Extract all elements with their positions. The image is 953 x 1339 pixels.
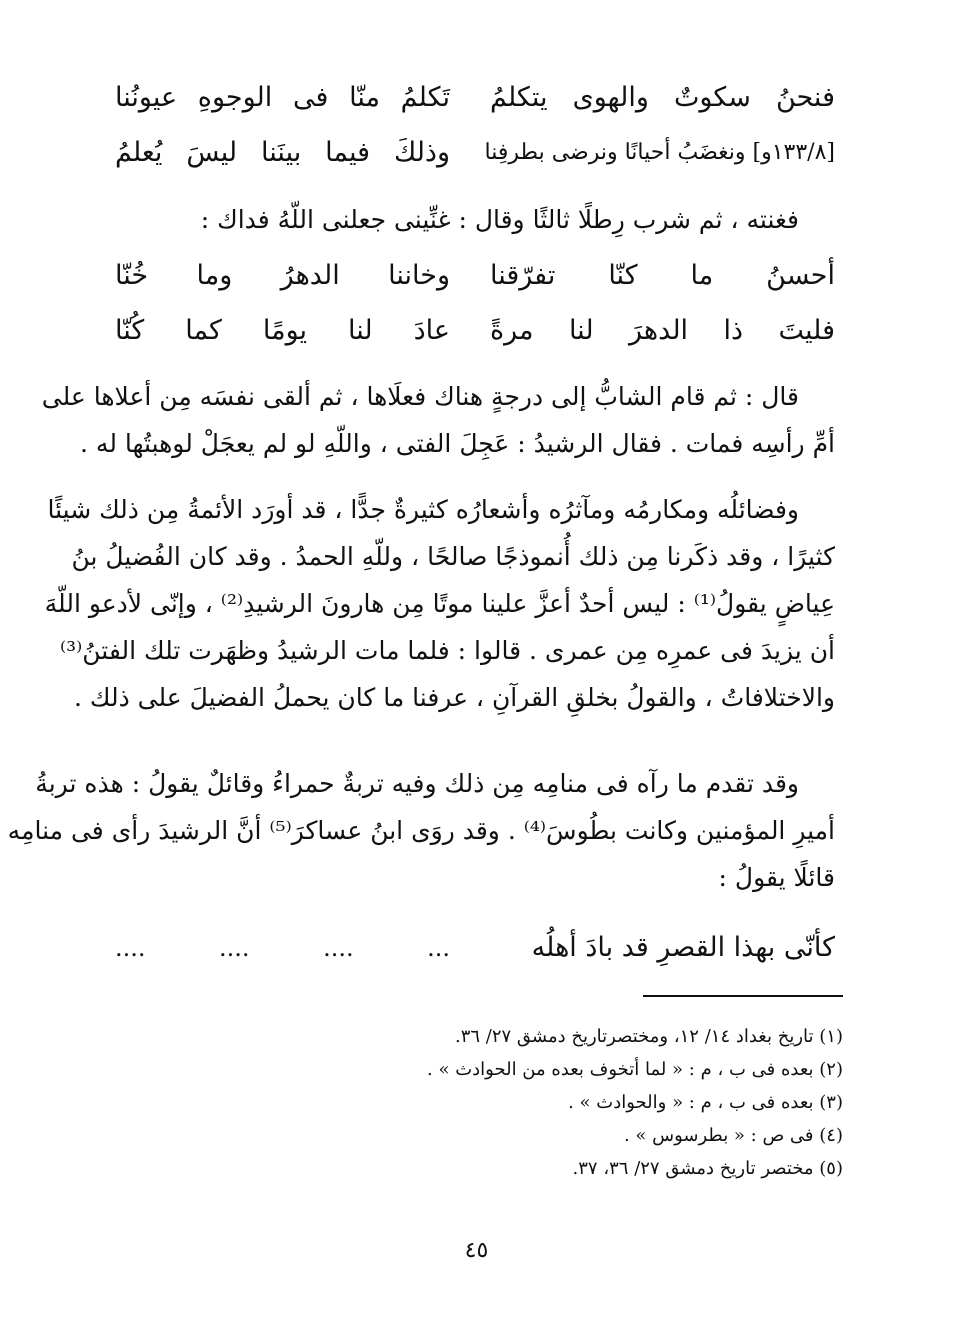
verse-hemistich: أحسنُ ما كنّا تفرّقنا [490,260,835,291]
verse-hemistich: تَكلمُ منّا فى الوجوهِ عيونُنا [115,82,450,113]
verse-hemistich: وخاننا الدهرُ وما خُنّا [115,260,450,291]
text-line: قائلًا يقولُ : [718,863,835,892]
intro-line: فغنته ، ثم شرب رِطلًا ثالثًا وقال : غنِّينى جعلنى اللّهُ فداك : [200,205,799,234]
footnote-2: (٢) بعده فى ب ، م : « لما أتخوف بعده من الحوادث » . [427,1059,843,1080]
footnote-4: (٤) فى ص : « بطرسوس » . [623,1125,843,1146]
verse-line-5 [115,925,835,971]
verse-hemistich: وذلكَ فيما بينَنا ليسَ يُعلمُ [115,137,450,168]
text-line: قال : ثم قام الشابُّ إلى درجةٍ هناك فعلَاها ، ثم ألقى نفسَه مِن أعلاها على [41,382,799,411]
footnote-5: (٥) مختصر تاريخ دمشق ٢٧/ ٣٦، ٣٧. [572,1158,843,1179]
footnote-1: (١) تاريخ بغداد ١٤/ ١٢، ومختصرتاريخ دمشق ٢٧/ ٣٦. [454,1026,843,1047]
text-line: أميرِ المؤمنين وكانت بطُوسَ⁽⁴⁾ . وقد روَى ابنُ عساكرَ⁽⁵⁾ أنَّ الرشيدَ رأى فى منامِه [7,816,835,845]
verse-hemistich: [١٣٣/٨و] ونغضَبُ أحيانًا ونرضى بطرفِنا [484,140,835,165]
verse-line-4 [115,308,835,354]
footnote-3: (٣) بعده فى ب ، م : « والحوادث » . [568,1092,843,1113]
text-line: أن يزيدَ فى عمرِه مِن عمرى . قالوا : فلما مات الرشيدُ وظهَرت تلك الفتنُ⁽³⁾ [59,636,835,665]
paragraph-3 [7,760,835,901]
paragraph-1 [41,373,835,467]
verse-line-3 [115,253,835,299]
text-line: وقد تقدم ما رآه فى منامِه مِن ذلك وفيه تربةٌ حمراءُ وقائلٌ يقولُ : هذه تربةُ [35,769,799,798]
footnote-separator [643,995,843,997]
text-line: كثيرًا ، وقد ذكَرنا مِن ذلك أُنموذجًا صالحًا ، وللّهِ الحمدُ . وقد كان الفُضيلُ بنُ [71,542,835,571]
verse-hemistich: كأنّى بهذا القصرِ قد بادَ أهلُه [531,932,835,963]
text-line: وفضائلُه ومكارمُه ومآثرُه وأشعارُه كثيرةٌ جدًّا ، قد أورَد الأئمةُ مِن ذلك شيئًا [47,495,799,524]
verse-line-1 [115,75,835,121]
page-number: ٤٥ [464,1238,489,1263]
text-line: عِياضٍ يقولُ⁽¹⁾ : ليس أحدٌ أعزَّ علينا موتًا مِن هارونَ الرشيدِ⁽²⁾ ، وإنّى لأدعو اللّهَ [44,589,835,618]
verse-line-2 [115,130,835,176]
verse-hemistich: عادَ لنا يومًا كما كُنّا [115,315,450,346]
verse-hemistich: فليتَ ذا الدهرَ لنا مرةً [490,315,835,346]
footnotes [123,1020,843,1185]
paragraph-2 [44,486,835,721]
text-line: والاختلافاتُ ، والقولُ بخلقِ القرآنِ ، عرفنا ما كان يحملُ الفضيلَ على ذلك . [74,683,835,712]
verse-hemistich: فنحنُ سكوتٌ والهوى يتكلمُ [490,82,835,113]
ellipsis-hemistich: .... .... .... ... [115,934,450,962]
text-line: أمِّ رأسِه فمات . فقال الرشيدُ : عَجِلَ الفتى ، واللّهِ لو لم يعجَلْ لوهبتُها له . [80,429,835,458]
